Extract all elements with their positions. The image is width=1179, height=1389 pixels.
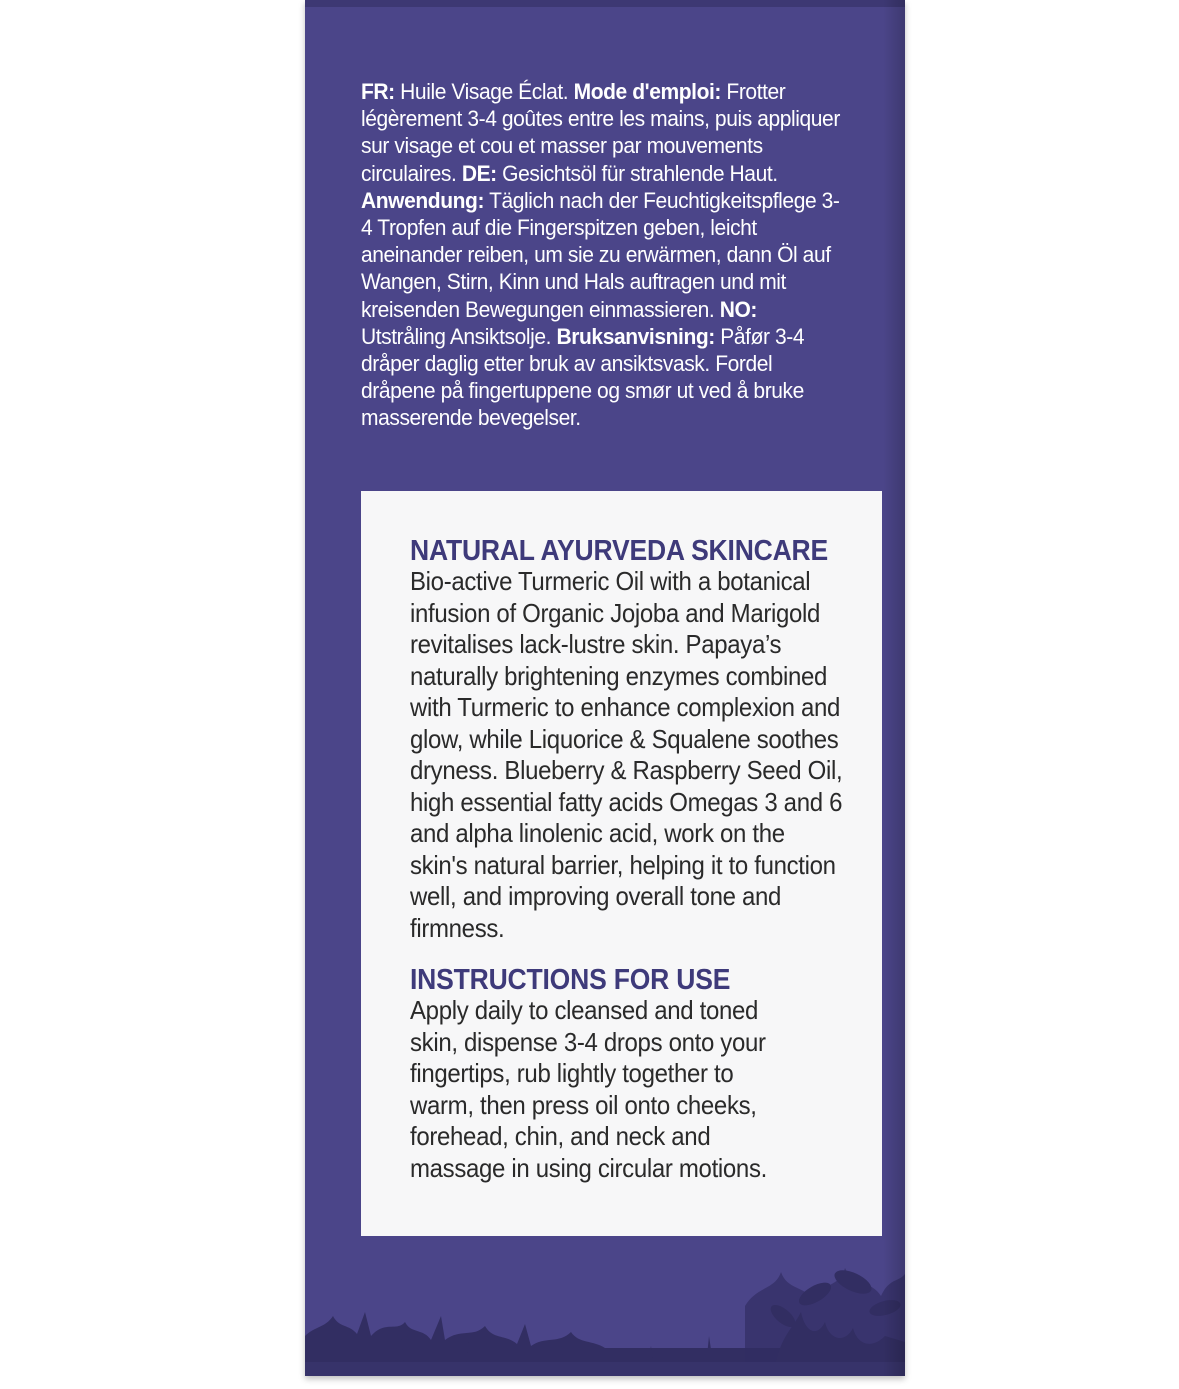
multilingual-instructions bbox=[361, 78, 846, 432]
skincare-heading: NATURAL AYURVEDA SKINCARE bbox=[410, 535, 829, 567]
no-title: Utstråling Ansiktsolje. bbox=[361, 323, 557, 349]
instructions-description: Apply daily to cleansed and toned skin, dispense 3-4 drops onto your fingertips, rub lightly together to warm, then press oil onto cheeks, forehead, chin, and neck and massage in using circular motions. bbox=[410, 997, 767, 1183]
no-instructions-label: Bruksanvisning: bbox=[556, 323, 715, 349]
skincare-section bbox=[410, 535, 843, 945]
instructions-section bbox=[410, 964, 801, 1185]
de-label: DE: bbox=[461, 160, 497, 186]
fr-title: Huile Visage Éclat. bbox=[394, 79, 574, 104]
no-label: NO: bbox=[719, 296, 758, 322]
botanical-silhouette bbox=[305, 1216, 905, 1376]
product-box-side bbox=[305, 0, 905, 1376]
fr-instructions-label: Mode d'emploi: bbox=[573, 79, 722, 104]
box-edge-shading bbox=[883, 0, 905, 1376]
instructions-heading: INSTRUCTIONS FOR USE bbox=[410, 964, 731, 996]
no-text: Påfør 3-4 dråper daglig etter bruk av ansiktsvask. Fordel dråpene på fingertuppene og smør ut ved å bruke masserende bevegelser. bbox=[361, 323, 805, 431]
de-instructions-label: Anwendung: bbox=[361, 187, 485, 213]
white-label-panel bbox=[361, 491, 882, 1236]
fr-text: Frotter légèrement 3-4 goûtes entre les mains, puis appliquer sur visage et cou et masser par mouvements circulaires. bbox=[361, 79, 840, 186]
box-bottom-edge bbox=[305, 1362, 905, 1376]
fr-label: FR: bbox=[361, 79, 395, 104]
skincare-description: Bio-active Turmeric Oil with a botanical infusion of Organic Jojoba and Marigold revitalises lack-lustre skin. Papaya’s naturally brightening enzymes combined with Turmeric to enhance complexion and glow, while Liquorice & Squalene soothes dryness. Blueberry & Raspberry Seed Oil, high essential fatty acids Omegas 3 and 6 and alpha linolenic acid, work on the skin's natural barrier, helping it to function well, and improving overall tone and firmness. bbox=[410, 568, 843, 943]
de-title: Gesichtsöl für strahlende Haut. bbox=[496, 160, 778, 186]
box-top-edge bbox=[305, 0, 905, 7]
de-text: Täglich nach der Feuchtigkeitspflege 3-4 Tropfen auf die Fingerspitzen geben, leicht aneinander reiben, um sie zu erwärmen, dann Öl auf Wangen, Stirn, Kinn und Hals auftragen und mit kreisenden Bewegungen einmassieren. bbox=[361, 187, 840, 322]
